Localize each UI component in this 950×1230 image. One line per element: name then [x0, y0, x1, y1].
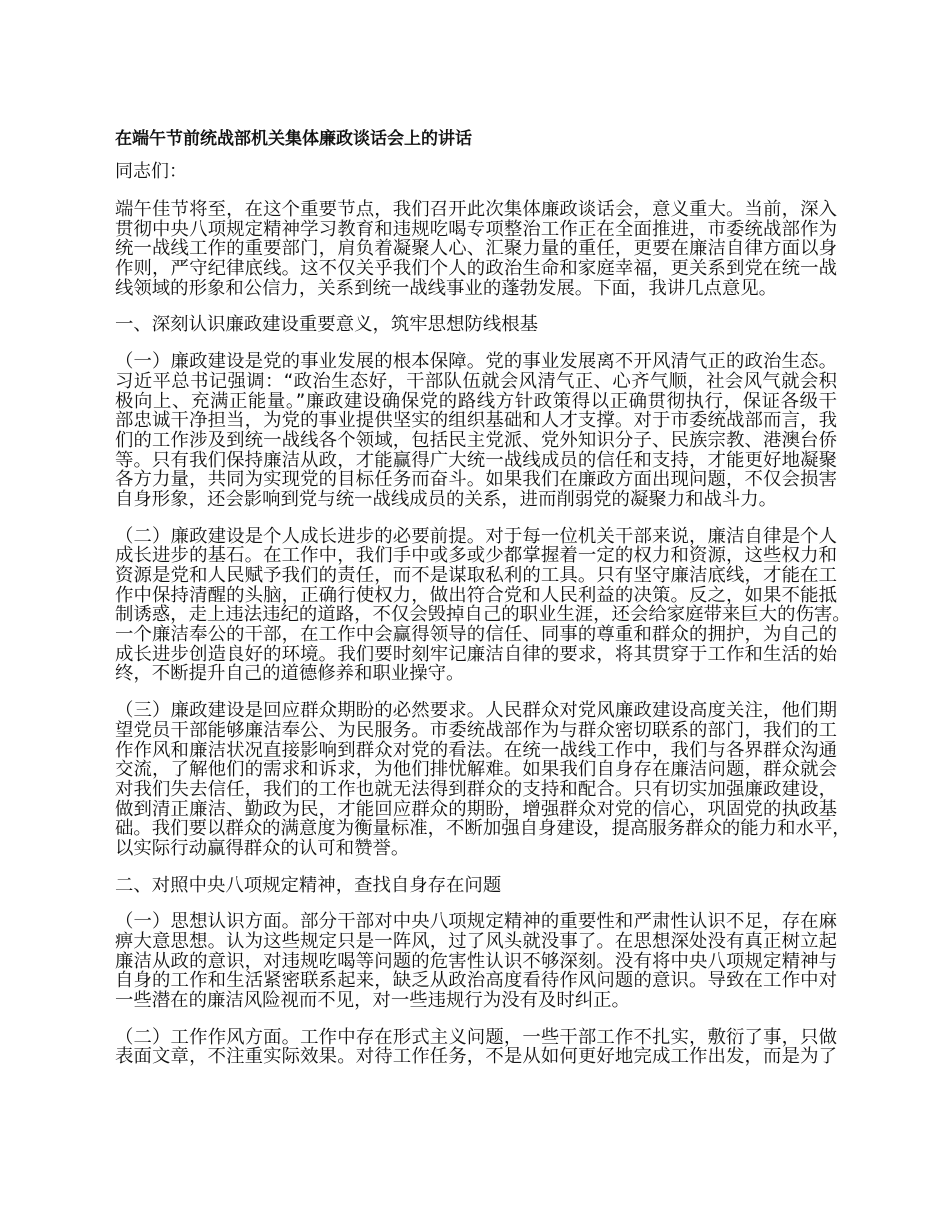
text-line: （一）廉政建设是党的事业发展的根本保障。党的事业发展离不开风清气正的政治生态。 [115, 351, 837, 373]
document-page [115, 128, 851, 1084]
text-line: （三）廉政建设是回应群众期盼的必然要求。人民群众对党风廉政建设高度关注，他们期 [115, 700, 837, 722]
text-line: 习近平总书记强调：“政治生态好，干部队伍就会风清气正、心齐气顺，社会风气就会积 [115, 370, 837, 392]
text-line: 成长进步的基石。在工作中，我们手中或多或少都掌握着一定的权力和资源，这些权力和 [115, 545, 837, 567]
text-line: 终，不断提升自己的道德修养和职业操守。 [115, 663, 465, 685]
text-line: 痹大意思想。认为这些规定只是一阵风，过了风头就没事了。在思想深处没有真正树立起 [115, 931, 837, 952]
paragraph [115, 1028, 837, 1067]
text-line: 对我们失去信任，我们的工作也就无法得到群众的支持和配合。只有切实加强廉政建设， [115, 778, 837, 800]
text-line: 作则，严守纪律底线。这不仅关乎我们个人的政治生命和家庭幸福，更关系到党在统一战 [115, 258, 837, 280]
paragraph [115, 525, 851, 685]
text-line: 资源是党和人民赋予我们的责任，而不是谋取私利的工具。只有坚守廉洁底线，才能在工 [115, 565, 837, 586]
text-line: （二）廉政建设是个人成长进步的必要前提。对于每一位机关干部来说，廉洁自律是个人 [115, 525, 837, 547]
text-line: 成长进步创造良好的环境。我们要时刻牢记廉洁自律的要求，将其贯穿于工作和生活的始 [115, 643, 837, 665]
text-line: 线领域的形象和公信力，关系到统一战线事业的蓬勃发展。下面，我讲几点意见。 [115, 277, 778, 299]
text-line: 一些潜在的廉洁风险视而不见，对一些违规行为没有及时纠正。 [115, 990, 630, 1012]
paragraph [115, 200, 837, 298]
text-line: 作中保持清醒的头脑，正确行使权力，做出符合党和人民利益的决策。反之，如果不能抵 [115, 584, 837, 606]
section-heading [115, 876, 837, 896]
text-line: 自身形象，还会影响到党与统一战线成员的关系，进而削弱党的凝聚力和战斗力。 [115, 488, 778, 510]
paragraph [115, 352, 837, 510]
text-line: 端午佳节将至，在这个重要节点，我们召开此次集体廉政谈话会，意义重大。当前，深入 [115, 199, 837, 220]
text-line: 极向上、充满正能量。”廉政建设确保党的路线方针政策得以正确贯彻执行，保证各级干 [115, 390, 837, 412]
text-line: 表面文章，不注重实际效果。对待工作任务，不是从如何更好地完成工作出发，而是为了 [115, 1046, 837, 1068]
text-line: 部忠诚干净担当，为党的事业提供坚实的组织基础和人才支撑。对于市委统战部而言，我 [115, 410, 837, 432]
text-line: （二）工作作风方面。工作中存在形式主义问题，一些干部工作不扎实，敷衍了事，只做 [115, 1026, 837, 1048]
paragraph [115, 912, 837, 1010]
text-line: 自身的工作和生活紧密联系起来，缺乏从政治高度看待作风问题的意识。导致在工作中对 [115, 970, 837, 992]
text-line: 一、深刻认识廉政建设重要意义，筑牢思想防线根基 [115, 314, 538, 336]
document-body [115, 199, 851, 1068]
text-line: 以实际行动赢得群众的认可和赞誉。 [115, 837, 410, 859]
text-line: 一个廉洁奉公的干部，在工作中会赢得领导的信任、同事的尊重和群众的拥护，为自己的 [115, 624, 837, 646]
text-line: 做到清正廉洁、勤政为民，才能回应群众的期盼，增强群众对党的信心，巩固党的执政基 [115, 798, 837, 820]
text-line: 廉洁从政的意识，对违规吃喝等问题的危害性认识不够深刻。没有将中央八项规定精神与 [115, 950, 837, 972]
text-line: 们的工作涉及到统一战线各个领域，包括民主党派、党外知识分子、民族宗教、港澳台侨 [115, 429, 837, 451]
text-line: 制诱惑，走上违法违纪的道路，不仅会毁掉自己的职业生涯，还会给家庭带来巨大的伤害。 [115, 604, 851, 626]
paragraph [115, 700, 851, 859]
text-line: 望党员干部能够廉洁奉公、为民服务。市委统战部作为与群众密切联系的部门，我们的工 [115, 719, 837, 741]
text-line: 贯彻中央八项规定精神学习教育和违规吃喝专项整治工作正在全面推进，市委统战部作为 [115, 218, 837, 240]
text-line: 础。我们要以群众的满意度为衡量标准，不断加强自身建设，提高服务群众的能力和水平， [115, 818, 851, 840]
text-line: 统一战线工作的重要部门，肩负着凝聚人心、汇聚力量的重任，更要在廉洁自律方面以身 [115, 238, 837, 260]
document-title: 在端午节前统战部机关集体廉政谈话会上的讲话 [115, 129, 472, 149]
section-heading [115, 315, 837, 335]
salutation: 同志们： [115, 161, 187, 182]
text-line: 各方力量，共同为实现党的目标任务而奋斗。如果我们在廉政方面出现问题，不仅会损害 [115, 469, 837, 491]
text-line: 二、对照中央八项规定精神，查找自身存在问题 [115, 874, 502, 896]
text-line: 作作风和廉洁状况直接影响到群众对党的看法。在统一战线工作中，我们与各界群众沟通 [115, 739, 837, 761]
text-line: （一）思想认识方面。部分干部对中央八项规定精神的重要性和严肃性认识不足，存在麻 [115, 911, 837, 933]
text-line: 交流，了解他们的需求和诉求，为他们排忧解难。如果我们自身存在廉洁问题，群众就会 [115, 759, 837, 781]
text-line: 等。只有我们保持廉洁从政，才能赢得广大统一战线成员的信任和支持，才能更好地凝聚 [115, 449, 837, 471]
